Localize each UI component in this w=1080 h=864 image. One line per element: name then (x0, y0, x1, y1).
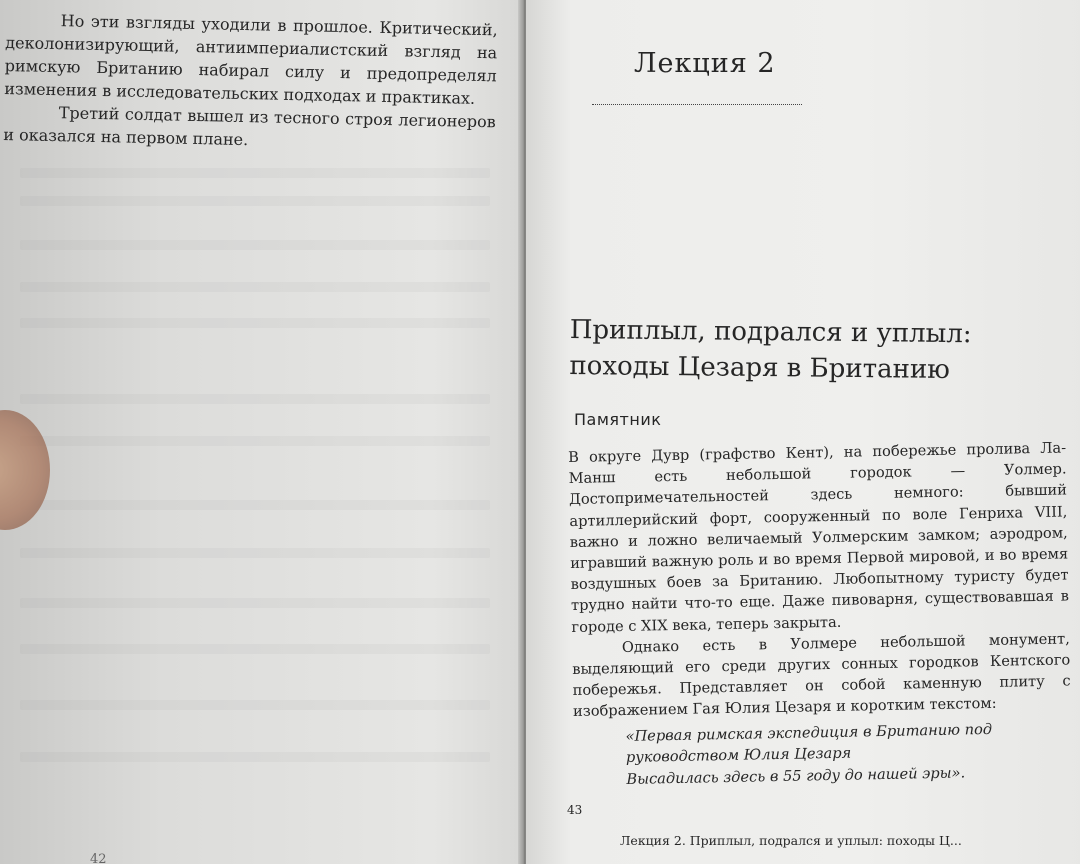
quote-line-2: Высадилась здесь в 55 году до нашей эры». (626, 764, 966, 788)
left-paragraph-1: Но эти взгляды уходили в прошлое. Критический, деколонизирующий, антиимпериалистский взгляд на римскую Британию набирал силу и предопределял изменения в исследовательских подходах и практиках. (4, 11, 498, 108)
show-through-line (20, 168, 490, 178)
show-through-line (20, 196, 490, 206)
left-page-text (3, 8, 498, 156)
left-page-number: 42 (90, 852, 107, 864)
chapter-title-line-1: Приплыл, подрался и уплыл: (569, 314, 972, 350)
show-through-line (20, 548, 490, 558)
running-head: Лекция 2. Приплыл, подрался и уплыл: походы Ц... (620, 833, 962, 848)
heading-divider (592, 104, 802, 105)
show-through-line (20, 752, 490, 762)
lecture-heading: Лекция 2 (634, 48, 776, 79)
left-paragraph-2: Третий солдат вышел из тесного строя легионеров и оказался на первом плане. (3, 103, 496, 150)
show-through-line (20, 240, 490, 250)
right-page-number: 43 (567, 803, 583, 817)
show-through-line (20, 436, 490, 446)
right-paragraph-1: В округе Дувр (графство Кент), на побережье пролива Ла-Манш есть небольшой городок — Уолмер. Достопримечательностей здесь немного: бывший артиллерийский форт, сооруженный по воле Генриха VIII, важно и ложно величаемый Уолмерским замком; аэродром, игравший важную роль и во время Первой мировой, и во время воздушных боев за Британию. Любопытному туристу будет трудно найти что-то еще. Даже пивоварня, существовавшая в городе с XIX века, теперь закрыта. (568, 439, 1070, 636)
show-through-line (20, 394, 490, 404)
show-through-line (20, 282, 490, 292)
show-through-line (20, 598, 490, 608)
right-paragraph-2: Однако есть в Уолмере небольшой монумент, выделяющий его среди других сонных городков Кентского побережья. Представляет он собой каменную плиту с изображением Гая Юлия Цезаря и коротким текстом: (572, 630, 1071, 721)
show-through-line (20, 644, 490, 654)
section-title: Памятник (574, 410, 662, 429)
chapter-title-line-2: походы Цезаря в Британию (569, 350, 951, 385)
chapter-title (569, 312, 1010, 389)
quote-line-1: «Первая римская экспедиция в Британию под руководством Юлия Цезаря (625, 720, 993, 767)
inscription-quote (625, 717, 1072, 790)
show-through-line (20, 700, 490, 710)
right-page-text (568, 437, 1073, 791)
show-through-line (20, 500, 490, 510)
show-through-line (20, 318, 490, 328)
